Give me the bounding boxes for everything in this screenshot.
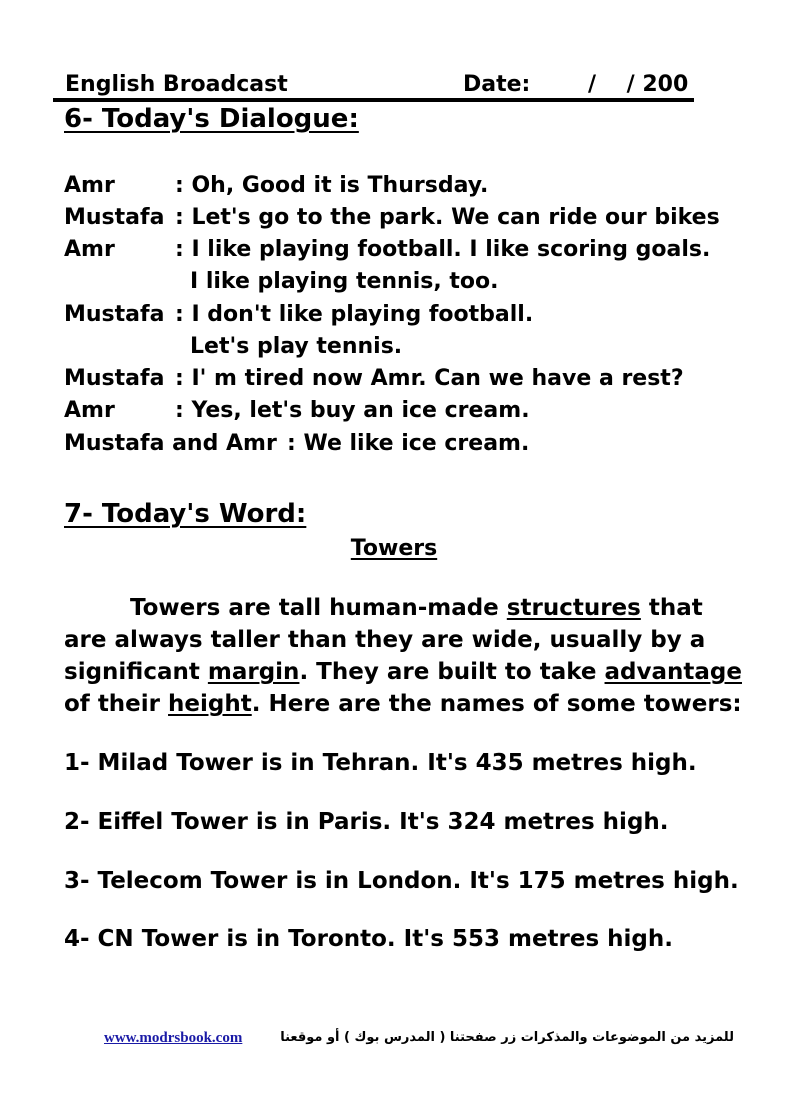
paragraph-text: . Here are the names of some towers: [251, 691, 742, 717]
paragraph-text: Towers are tall human-made [130, 595, 507, 621]
tower-item: 2- Eiffel Tower is in Paris. It's 324 metres high. [64, 809, 669, 835]
vocab-word: margin [207, 659, 300, 685]
dialogue-speaker: Amr [64, 173, 115, 198]
footer-arabic-text: للمزيد من الموضوعات والمذكرات زر صفحتنا ( المدرس بوك ) أو موقعنا [280, 1030, 734, 1045]
date-value: / / 200 [565, 72, 689, 97]
dialogue-speaker: Mustafa and Amr [64, 431, 277, 456]
dialogue-text: : I don't like playing football. [175, 302, 534, 327]
paragraph-line [64, 657, 742, 687]
header-title: English Broadcast [65, 72, 288, 97]
dialogue-text: : Let's go to the park. We can ride our bikes [175, 205, 720, 230]
dialogue-heading: 6- Today's Dialogue: [64, 104, 359, 134]
word-heading: 7- Today's Word: [64, 499, 307, 529]
paragraph-text: that [640, 595, 703, 621]
dialogue-text: : Oh, Good it is Thursday. [175, 173, 489, 198]
vocab-word: structures [506, 595, 641, 621]
dialogue-speaker: Amr [64, 398, 115, 423]
dialogue-speaker: Mustafa [64, 366, 165, 391]
page-footer [104, 1030, 734, 1047]
dialogue-speaker: Mustafa [64, 205, 165, 230]
page-header [53, 72, 694, 102]
paragraph-line [64, 689, 742, 719]
paragraph-text: are always taller than they are wide, usually by a [64, 627, 706, 653]
dialogue-text: : We like ice cream. [287, 431, 530, 456]
dialogue-text: : I like playing football. I like scoring goals. [175, 237, 711, 262]
vocab-word: advantage [604, 659, 742, 685]
dialogue-speaker: Mustafa [64, 302, 165, 327]
dialogue-text: I like playing tennis, too. [190, 269, 499, 294]
paragraph-line [130, 593, 703, 623]
paragraph-text: . They are built to take [299, 659, 605, 685]
date-label: Date: [463, 72, 531, 97]
tower-item: 1- Milad Tower is in Tehran. It's 435 metres high. [64, 750, 697, 776]
dialogue-speaker: Amr [64, 237, 115, 262]
paragraph-text: significant [64, 659, 208, 685]
tower-item: 3- Telecom Tower is in London. It's 175 metres high. [64, 868, 739, 894]
dialogue-text: Let's play tennis. [190, 334, 403, 359]
website-link[interactable]: www.modrsbook.com [104, 1030, 243, 1046]
word-title: Towers [350, 536, 438, 561]
paragraph-text: of their [64, 691, 169, 717]
vocab-word: height [168, 691, 252, 717]
dialogue-text: : Yes, let's buy an ice cream. [175, 398, 530, 423]
paragraph-line [64, 625, 705, 655]
tower-item: 4- CN Tower is in Toronto. It's 553 metres high. [64, 926, 674, 952]
dialogue-text: : I' m tired now Amr. Can we have a rest? [175, 366, 684, 391]
